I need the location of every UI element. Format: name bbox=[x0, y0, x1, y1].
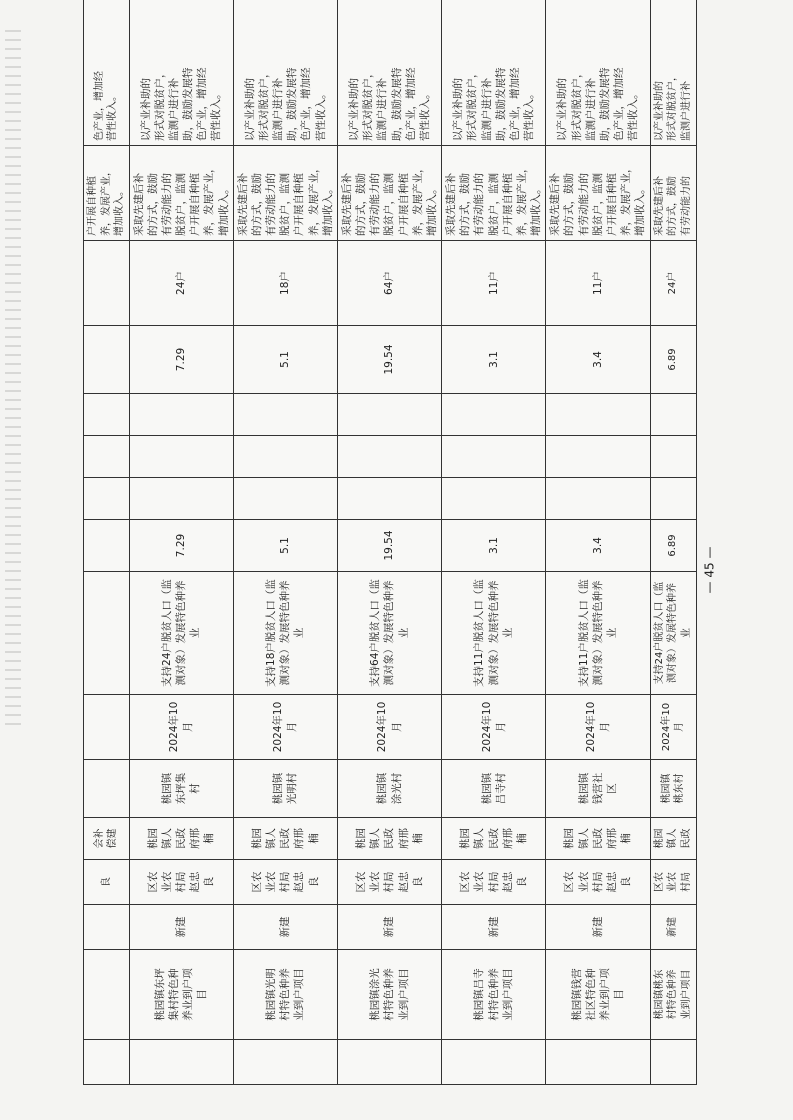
beneficiary-count: 11户 bbox=[442, 241, 546, 326]
cell bbox=[84, 1040, 130, 1085]
blank-cell bbox=[442, 436, 546, 478]
project-name: 桃园镇吕寺 村特色种养 业到户项目 bbox=[442, 950, 546, 1040]
construction-type: 新建 bbox=[233, 905, 337, 950]
blank-cell bbox=[233, 394, 337, 436]
benefit-description: 以产业补助的 形式对脱贫户， 监测户进行补 助，鼓励发展特 色产业，增加经 营性收入。 bbox=[129, 0, 233, 146]
page-number-text: — 45 — bbox=[702, 546, 716, 594]
total-amount: 19.54 bbox=[337, 326, 441, 394]
cell bbox=[84, 572, 130, 695]
project-location: 桃园镇 东坪集 村 bbox=[129, 760, 233, 818]
implementing-unit: 桃园 镇人 民政 府邢 楠 bbox=[129, 818, 233, 860]
blank-cell bbox=[337, 478, 441, 520]
completion-time: 2024年10 月 bbox=[129, 695, 233, 760]
beneficiary-count: 24户 bbox=[129, 241, 233, 326]
total-amount: 3.4 bbox=[546, 326, 650, 394]
blank-cell bbox=[129, 394, 233, 436]
completion-time: 2024年10 月 bbox=[546, 695, 650, 760]
construction-type: 新建 bbox=[129, 905, 233, 950]
supervising-dept: 区农 业农 村局 赵忠 良 bbox=[337, 860, 441, 905]
table-row bbox=[442, 0, 546, 1085]
blank-cell bbox=[129, 436, 233, 478]
supervising-dept: 区农 业农 村局 bbox=[650, 860, 696, 905]
linkage-mechanism: 采取先建后补 的方式，鼓励 有劳动能力的 脱贫户，监测 户开展自种植 养，发展产业， 增加收入。 bbox=[129, 146, 233, 241]
blank-cell bbox=[650, 394, 696, 436]
table-row bbox=[233, 0, 337, 1085]
construction-content: 支持18户脱贫人口（监 测对象）发展特色种养 业 bbox=[233, 572, 337, 695]
cell: 良 bbox=[84, 860, 130, 905]
implementing-unit: 桃园 镇人 民政 府邢 楠 bbox=[442, 818, 546, 860]
construction-type: 新建 bbox=[442, 905, 546, 950]
construction-content: 支持11户脱贫人口（监 测对象）发展特色种养 业 bbox=[546, 572, 650, 695]
beneficiary-count: 18户 bbox=[233, 241, 337, 326]
cell bbox=[84, 520, 130, 572]
cell bbox=[84, 905, 130, 950]
construction-content: 支持24户脱贫人口（监 测对象）发展特色种养 业 bbox=[650, 572, 696, 695]
cell: 会补 偿建 bbox=[84, 818, 130, 860]
total-amount: 7.29 bbox=[129, 326, 233, 394]
subsidy-amount: 3.1 bbox=[442, 520, 546, 572]
project-location: 桃园镇 光明村 bbox=[233, 760, 337, 818]
linkage-mechanism: 采取先建后补 的方式，鼓励 有劳动能力的 脱贫户，监测 户开展自种植 养，发展产业， 增加收入。 bbox=[233, 146, 337, 241]
cell bbox=[84, 241, 130, 326]
blank-cell bbox=[337, 394, 441, 436]
supervising-dept: 区农 业农 村局 赵忠 良 bbox=[442, 860, 546, 905]
row-blank-cell bbox=[442, 1040, 546, 1085]
blank-cell bbox=[546, 436, 650, 478]
implementing-unit: 桃园 镇人 民政 bbox=[650, 818, 696, 860]
construction-content: 支持64户脱贫人口（监 测对象）发展特色种养 业 bbox=[337, 572, 441, 695]
cell bbox=[84, 394, 130, 436]
supervising-dept: 区农 业农 村局 赵忠 良 bbox=[546, 860, 650, 905]
blank-cell bbox=[546, 394, 650, 436]
cell bbox=[84, 950, 130, 1040]
table-row bbox=[546, 0, 650, 1085]
completion-time: 2024年10 月 bbox=[233, 695, 337, 760]
table-row bbox=[129, 0, 233, 1085]
beneficiary-count: 11户 bbox=[546, 241, 650, 326]
total-amount: 5.1 bbox=[233, 326, 337, 394]
blank-cell bbox=[233, 436, 337, 478]
blank-cell bbox=[337, 436, 441, 478]
construction-content: 支持24户脱贫人口（监 测对象）发展特色种养 业 bbox=[129, 572, 233, 695]
completion-time: 2024年10 月 bbox=[337, 695, 441, 760]
beneficiary-count: 64户 bbox=[337, 241, 441, 326]
project-name: 桃园镇桃东 村特色种养 业到户项目 bbox=[650, 950, 696, 1040]
row-blank-cell bbox=[650, 1040, 696, 1085]
project-name: 桃园镇涂光 村特色种养 业到户项目 bbox=[337, 950, 441, 1040]
table-row bbox=[650, 0, 696, 1085]
linkage-mechanism: 采取先建后补 的方式，鼓励 有劳动能力的 脱贫户，监测 户开展自种植 养，发展产业， 增加收入。 bbox=[442, 146, 546, 241]
construction-content: 支持11户脱贫人口（监 测对象）发展特色种养 业 bbox=[442, 572, 546, 695]
benefit-description: 以产业补助的 形式对脱贫户， 监测户进行补 助，鼓励发展特 色产业，增加经 营性收入。 bbox=[442, 0, 546, 146]
row-blank-cell bbox=[546, 1040, 650, 1085]
blank-cell bbox=[442, 478, 546, 520]
row-blank-cell bbox=[129, 1040, 233, 1085]
project-name: 桃园镇东坪 集村特色种 养业到户项 目 bbox=[129, 950, 233, 1040]
linkage-mechanism: 采取先建后补 的方式，鼓励 有劳动能力的 脱贫户，监测 户开展自种植 养，发展产业， 增加收入。 bbox=[337, 146, 441, 241]
blank-cell bbox=[546, 478, 650, 520]
subsidy-amount: 7.29 bbox=[129, 520, 233, 572]
subsidy-amount: 5.1 bbox=[233, 520, 337, 572]
cell: 户开展自种植 养，发展产业， 增加收入。 bbox=[84, 146, 130, 241]
blank-cell bbox=[650, 436, 696, 478]
blank-cell bbox=[650, 478, 696, 520]
row-blank-cell bbox=[337, 1040, 441, 1085]
table-row-top bbox=[84, 0, 130, 1085]
completion-time: 2024年10 月 bbox=[442, 695, 546, 760]
cell bbox=[84, 326, 130, 394]
linkage-mechanism: 采取先建后补 的方式，鼓励 有劳动能力的 bbox=[650, 146, 696, 241]
completion-time: 2024年10 月 bbox=[650, 695, 696, 760]
project-name: 桃园镇光明 村特色种养 业到户项目 bbox=[233, 950, 337, 1040]
rotated-table-container bbox=[83, 0, 696, 1085]
benefit-description: 以产业补助的 形式对脱贫户， 监测户进行补 助，鼓励发展特 色产业，增加经 营性收入。 bbox=[337, 0, 441, 146]
project-location: 桃园镇 钱营社 区 bbox=[546, 760, 650, 818]
beneficiary-count: 24户 bbox=[650, 241, 696, 326]
construction-type: 新建 bbox=[650, 905, 696, 950]
blank-cell bbox=[129, 478, 233, 520]
construction-type: 新建 bbox=[546, 905, 650, 950]
benefit-description: 以产业补助的 形式对脱贫户， 监测户进行补 助，鼓励发展特 色产业，增加经 营性收入。 bbox=[233, 0, 337, 146]
binding-marks bbox=[5, 30, 21, 730]
subsidy-amount: 3.4 bbox=[546, 520, 650, 572]
benefit-description: 以产业补助的 形式对脱贫户， 监测户进行补 bbox=[650, 0, 696, 146]
cell bbox=[84, 760, 130, 818]
blank-cell bbox=[442, 394, 546, 436]
implementing-unit: 桃园 镇人 民政 府邢 楠 bbox=[337, 818, 441, 860]
project-location: 桃园镇 桃东村 bbox=[650, 760, 696, 818]
supervising-dept: 区农 业农 村局 赵忠 良 bbox=[233, 860, 337, 905]
total-amount: 3.1 bbox=[442, 326, 546, 394]
cell bbox=[84, 436, 130, 478]
project-location: 桃园镇 吕寺村 bbox=[442, 760, 546, 818]
project-name: 桃园镇钱营 社区特色种 养业到户项 目 bbox=[546, 950, 650, 1040]
cell bbox=[84, 695, 130, 760]
total-amount: 6.89 bbox=[650, 326, 696, 394]
project-location: 桃园镇 涂光村 bbox=[337, 760, 441, 818]
construction-type: 新建 bbox=[337, 905, 441, 950]
row-blank-cell bbox=[233, 1040, 337, 1085]
table-row bbox=[337, 0, 441, 1085]
supervising-dept: 区农 业农 村局 赵忠 良 bbox=[129, 860, 233, 905]
subsidy-amount: 19.54 bbox=[337, 520, 441, 572]
project-table bbox=[83, 0, 697, 1085]
linkage-mechanism: 采取先建后补 的方式，鼓励 有劳动能力的 脱贫户，监测 户开展自种植 养，发展产业， 增加收入。 bbox=[546, 146, 650, 241]
cell: 色产业，增加经 营性收入。 bbox=[84, 0, 130, 146]
page-number bbox=[697, 540, 721, 600]
implementing-unit: 桃园 镇人 民政 府邢 楠 bbox=[546, 818, 650, 860]
implementing-unit: 桃园 镇人 民政 府邢 楠 bbox=[233, 818, 337, 860]
blank-cell bbox=[233, 478, 337, 520]
subsidy-amount: 6.89 bbox=[650, 520, 696, 572]
cell bbox=[84, 478, 130, 520]
benefit-description: 以产业补助的 形式对脱贫户， 监测户进行补 助，鼓励发展特 色产业，增加经 营性收入。 bbox=[546, 0, 650, 146]
